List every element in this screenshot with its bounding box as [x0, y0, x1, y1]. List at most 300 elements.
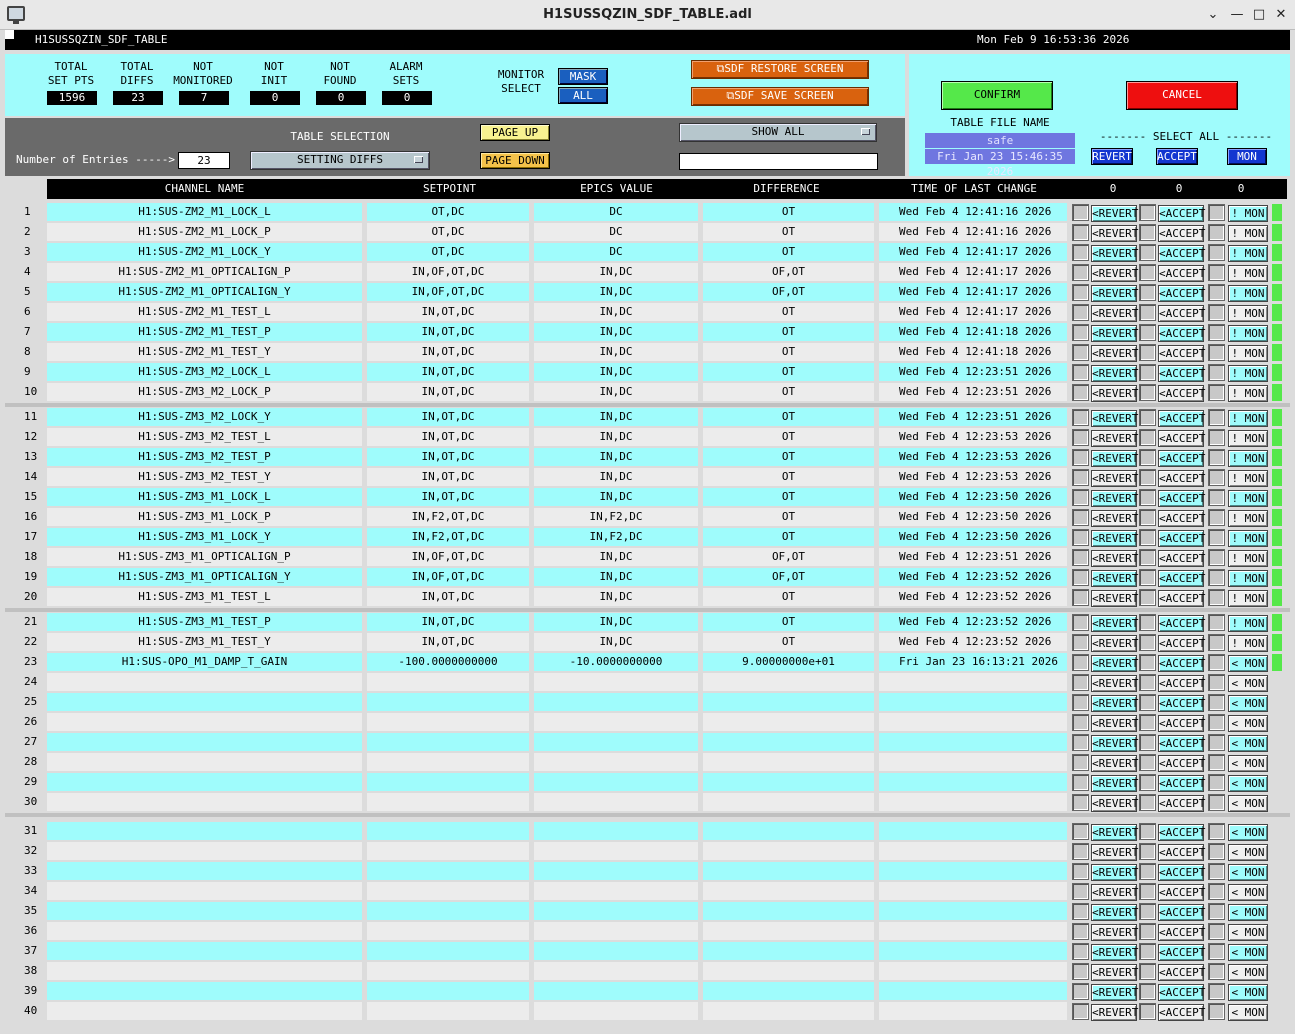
- accept-checkbox[interactable]: [1139, 714, 1156, 731]
- revert-checkbox[interactable]: [1072, 794, 1089, 811]
- revert-button[interactable]: <REVERT: [1092, 697, 1139, 710]
- epics-value-cell: [534, 673, 698, 691]
- accept-checkbox[interactable]: [1139, 489, 1156, 506]
- monitor-checkbox[interactable]: [1208, 489, 1225, 506]
- accept-button[interactable]: <ACCEPT: [1159, 986, 1206, 999]
- accept-button[interactable]: <ACCEPT: [1159, 452, 1206, 465]
- accept-button[interactable]: <ACCEPT: [1159, 906, 1206, 919]
- revert-button[interactable]: <REVERT: [1092, 512, 1139, 525]
- page-up-button[interactable]: PAGE UP: [480, 124, 550, 141]
- monitor-checkbox[interactable]: [1208, 794, 1225, 811]
- revert-checkbox[interactable]: [1072, 903, 1089, 920]
- revert-button[interactable]: <REVERT: [1092, 677, 1139, 690]
- row-group-divider: [5, 608, 1290, 612]
- minimize-icon[interactable]: —: [1230, 7, 1244, 22]
- revert-button[interactable]: <REVERT: [1092, 307, 1139, 320]
- monitor-button[interactable]: < MON: [1228, 735, 1268, 752]
- monitor-button[interactable]: < MON: [1228, 1004, 1268, 1021]
- accept-button[interactable]: <ACCEPT: [1159, 307, 1206, 320]
- accept-button[interactable]: <ACCEPT: [1159, 572, 1206, 585]
- revert-button[interactable]: <REVERT: [1092, 267, 1139, 280]
- revert-checkbox[interactable]: [1072, 943, 1089, 960]
- accept-checkbox[interactable]: [1139, 883, 1156, 900]
- accept-button[interactable]: <ACCEPT: [1159, 966, 1206, 979]
- accept-checkbox[interactable]: [1139, 409, 1156, 426]
- close-icon[interactable]: ✕: [1275, 7, 1287, 22]
- revert-checkbox[interactable]: [1072, 529, 1089, 546]
- header-datetime: Mon Feb 9 16:53:36 2026: [977, 33, 1130, 46]
- accept-checkbox[interactable]: [1139, 1003, 1156, 1020]
- select-all-accept-button[interactable]: ACCEPT: [1157, 150, 1197, 163]
- monitor-checkbox[interactable]: [1208, 224, 1225, 241]
- monitor-checkbox[interactable]: [1208, 774, 1225, 791]
- epics-value-cell: IN,DC: [534, 408, 698, 426]
- accept-button[interactable]: <ACCEPT: [1159, 777, 1206, 790]
- revert-checkbox[interactable]: [1072, 489, 1089, 506]
- accept-checkbox[interactable]: [1139, 694, 1156, 711]
- revert-checkbox[interactable]: [1072, 364, 1089, 381]
- revert-checkbox[interactable]: [1072, 774, 1089, 791]
- revert-button[interactable]: <REVERT: [1092, 327, 1139, 340]
- revert-checkbox[interactable]: [1072, 284, 1089, 301]
- monitor-button[interactable]: ! MON: [1228, 205, 1268, 222]
- accept-button[interactable]: <ACCEPT: [1159, 697, 1206, 710]
- revert-checkbox[interactable]: [1072, 614, 1089, 631]
- revert-checkbox[interactable]: [1072, 863, 1089, 880]
- monitor-checkbox[interactable]: [1208, 284, 1225, 301]
- monitor-button[interactable]: < MON: [1228, 675, 1268, 692]
- monitor-checkbox[interactable]: [1208, 384, 1225, 401]
- accept-checkbox[interactable]: [1139, 204, 1156, 221]
- monitor-button[interactable]: < MON: [1228, 775, 1268, 792]
- accept-button[interactable]: <ACCEPT: [1159, 207, 1206, 220]
- monitor-checkbox[interactable]: [1208, 823, 1225, 840]
- accept-button[interactable]: <ACCEPT: [1159, 637, 1206, 650]
- row-number: 2: [24, 225, 31, 238]
- accept-checkbox[interactable]: [1139, 674, 1156, 691]
- all-button[interactable]: ALL: [558, 87, 608, 104]
- accept-button[interactable]: <ACCEPT: [1159, 472, 1206, 485]
- revert-checkbox[interactable]: [1072, 843, 1089, 860]
- revert-checkbox[interactable]: [1072, 449, 1089, 466]
- monitor-button[interactable]: ! MON: [1228, 530, 1268, 547]
- monitor-checkbox[interactable]: [1208, 963, 1225, 980]
- monitor-button[interactable]: ! MON: [1228, 570, 1268, 587]
- accept-checkbox[interactable]: [1139, 774, 1156, 791]
- accept-checkbox[interactable]: [1139, 244, 1156, 261]
- table-row: [0, 343, 1295, 361]
- revert-button[interactable]: <REVERT: [1092, 432, 1139, 445]
- accept-checkbox[interactable]: [1139, 863, 1156, 880]
- accept-button[interactable]: <ACCEPT: [1159, 826, 1206, 839]
- monitor-button[interactable]: < MON: [1228, 984, 1268, 1001]
- sdf-restore-screen-button[interactable]: ⧉SDF RESTORE SCREEN: [691, 60, 869, 79]
- monitor-checkbox[interactable]: [1208, 569, 1225, 586]
- monitor-button[interactable]: < MON: [1228, 944, 1268, 961]
- accept-checkbox[interactable]: [1139, 449, 1156, 466]
- status-led: [1272, 364, 1282, 381]
- revert-button[interactable]: <REVERT: [1092, 886, 1139, 899]
- status-led: [1272, 549, 1282, 566]
- monitor-button[interactable]: ! MON: [1228, 410, 1268, 427]
- revert-button[interactable]: <REVERT: [1092, 737, 1139, 750]
- channel-name-cell: [47, 882, 362, 900]
- revert-checkbox[interactable]: [1072, 883, 1089, 900]
- time-of-last-change-cell: [879, 922, 1067, 940]
- monitor-checkbox[interactable]: [1208, 509, 1225, 526]
- monitor-button[interactable]: < MON: [1228, 904, 1268, 921]
- accept-checkbox[interactable]: [1139, 589, 1156, 606]
- revert-checkbox[interactable]: [1072, 204, 1089, 221]
- monitor-button[interactable]: ! MON: [1228, 635, 1268, 652]
- accept-checkbox[interactable]: [1139, 509, 1156, 526]
- monitor-button[interactable]: ! MON: [1228, 285, 1268, 302]
- monitor-checkbox[interactable]: [1208, 244, 1225, 261]
- revert-checkbox[interactable]: [1072, 823, 1089, 840]
- epics-value-cell: [534, 753, 698, 771]
- monitor-checkbox[interactable]: [1208, 264, 1225, 281]
- revert-button[interactable]: <REVERT: [1092, 287, 1139, 300]
- monitor-checkbox[interactable]: [1208, 863, 1225, 880]
- difference-cell: [703, 882, 874, 900]
- revert-button[interactable]: <REVERT: [1092, 637, 1139, 650]
- accept-button[interactable]: <ACCEPT: [1159, 657, 1206, 670]
- revert-checkbox[interactable]: [1072, 549, 1089, 566]
- channel-name-cell: [47, 902, 362, 920]
- select-all-mon-button[interactable]: MON: [1227, 148, 1267, 165]
- monitor-checkbox[interactable]: [1208, 654, 1225, 671]
- accept-button[interactable]: <ACCEPT: [1159, 492, 1206, 505]
- revert-button[interactable]: <REVERT: [1092, 966, 1139, 979]
- monitor-checkbox[interactable]: [1208, 754, 1225, 771]
- accept-button[interactable]: <ACCEPT: [1159, 717, 1206, 730]
- monitor-button[interactable]: ! MON: [1228, 365, 1268, 382]
- epics-value-cell: [534, 862, 698, 880]
- accept-button[interactable]: <ACCEPT: [1159, 432, 1206, 445]
- accept-button[interactable]: <ACCEPT: [1159, 412, 1206, 425]
- revert-button[interactable]: <REVERT: [1092, 757, 1139, 770]
- row-number: 19: [24, 570, 38, 583]
- difference-cell: [703, 902, 874, 920]
- accept-button[interactable]: <ACCEPT: [1159, 926, 1206, 939]
- accept-button[interactable]: <ACCEPT: [1159, 247, 1206, 260]
- monitor-checkbox[interactable]: [1208, 204, 1225, 221]
- accept-button[interactable]: <ACCEPT: [1159, 552, 1206, 565]
- revert-checkbox[interactable]: [1072, 569, 1089, 586]
- monitor-button[interactable]: ! MON: [1228, 345, 1268, 362]
- chevron-down-icon[interactable]: ⌄: [1207, 7, 1219, 22]
- setpoint-cell: [367, 862, 529, 880]
- revert-checkbox[interactable]: [1072, 589, 1089, 606]
- stat-total-setpts-label: TOTAL SET PTS: [47, 60, 95, 87]
- time-of-last-change-cell: [879, 733, 1067, 751]
- revert-button[interactable]: <REVERT: [1092, 866, 1139, 879]
- revert-button[interactable]: <REVERT: [1092, 926, 1139, 939]
- accept-button[interactable]: <ACCEPT: [1159, 886, 1206, 899]
- revert-checkbox[interactable]: [1072, 344, 1089, 361]
- monitor-checkbox[interactable]: [1208, 694, 1225, 711]
- accept-button[interactable]: <ACCEPT: [1159, 227, 1206, 240]
- monitor-checkbox[interactable]: [1208, 344, 1225, 361]
- accept-button[interactable]: <ACCEPT: [1159, 757, 1206, 770]
- monitor-button[interactable]: ! MON: [1228, 590, 1268, 607]
- channel-name-cell: [47, 862, 362, 880]
- sdf-save-screen-button[interactable]: ⧉SDF SAVE SCREEN: [691, 87, 869, 106]
- time-of-last-change-cell: [879, 862, 1067, 880]
- time-of-last-change-cell: Wed Feb 4 12:23:53 2026: [879, 468, 1067, 486]
- table-selection-menu[interactable]: SETTING DIFFS: [250, 151, 430, 170]
- accept-button[interactable]: <ACCEPT: [1159, 592, 1206, 605]
- revert-checkbox[interactable]: [1072, 963, 1089, 980]
- accept-checkbox[interactable]: [1139, 364, 1156, 381]
- accept-button[interactable]: <ACCEPT: [1159, 267, 1206, 280]
- confirm-button[interactable]: CONFIRM: [941, 81, 1053, 110]
- monitor-checkbox[interactable]: [1208, 923, 1225, 940]
- revert-button[interactable]: <REVERT: [1092, 617, 1139, 630]
- setpoint-cell: [367, 942, 529, 960]
- accept-checkbox[interactable]: [1139, 923, 1156, 940]
- accept-checkbox[interactable]: [1139, 943, 1156, 960]
- table-row: [0, 243, 1295, 261]
- revert-checkbox[interactable]: [1072, 734, 1089, 751]
- accept-checkbox[interactable]: [1139, 634, 1156, 651]
- accept-checkbox[interactable]: [1139, 903, 1156, 920]
- row-number: 6: [24, 305, 31, 318]
- accept-button[interactable]: <ACCEPT: [1159, 617, 1206, 630]
- accept-checkbox[interactable]: [1139, 983, 1156, 1000]
- channel-name-cell: [47, 713, 362, 731]
- revert-checkbox[interactable]: [1072, 714, 1089, 731]
- accept-button[interactable]: <ACCEPT: [1159, 866, 1206, 879]
- accept-button[interactable]: <ACCEPT: [1159, 677, 1206, 690]
- monitor-button[interactable]: ! MON: [1228, 550, 1268, 567]
- accept-checkbox[interactable]: [1139, 734, 1156, 751]
- monitor-button[interactable]: ! MON: [1228, 245, 1268, 262]
- epics-value-cell: IN,DC: [534, 568, 698, 586]
- revert-button[interactable]: <REVERT: [1092, 777, 1139, 790]
- monitor-checkbox[interactable]: [1208, 589, 1225, 606]
- revert-checkbox[interactable]: [1072, 409, 1089, 426]
- channel-name-cell: [47, 1002, 362, 1020]
- revert-button[interactable]: <REVERT: [1092, 797, 1139, 810]
- revert-button[interactable]: <REVERT: [1092, 367, 1139, 380]
- accept-checkbox[interactable]: [1139, 754, 1156, 771]
- accept-checkbox[interactable]: [1139, 224, 1156, 241]
- monitor-checkbox[interactable]: [1208, 674, 1225, 691]
- filter-input[interactable]: [679, 153, 878, 170]
- monitor-button[interactable]: < MON: [1228, 964, 1268, 981]
- monitor-button[interactable]: ! MON: [1228, 265, 1268, 282]
- revert-button[interactable]: <REVERT: [1092, 452, 1139, 465]
- monitor-checkbox[interactable]: [1208, 324, 1225, 341]
- monitor-checkbox[interactable]: [1208, 409, 1225, 426]
- revert-button[interactable]: <REVERT: [1092, 986, 1139, 999]
- monitor-button[interactable]: < MON: [1228, 695, 1268, 712]
- time-of-last-change-cell: Wed Feb 4 12:23:51 2026: [879, 383, 1067, 401]
- table-row: [0, 773, 1295, 791]
- monitor-checkbox[interactable]: [1208, 903, 1225, 920]
- revert-button[interactable]: <REVERT: [1092, 572, 1139, 585]
- revert-button[interactable]: <REVERT: [1092, 552, 1139, 565]
- accept-button[interactable]: <ACCEPT: [1159, 327, 1206, 340]
- accept-checkbox[interactable]: [1139, 843, 1156, 860]
- accept-checkbox[interactable]: [1139, 429, 1156, 446]
- accept-checkbox[interactable]: [1139, 794, 1156, 811]
- revert-button[interactable]: <REVERT: [1092, 472, 1139, 485]
- accept-button[interactable]: <ACCEPT: [1159, 387, 1206, 400]
- monitor-checkbox[interactable]: [1208, 364, 1225, 381]
- revert-checkbox[interactable]: [1072, 1003, 1089, 1020]
- monitor-button[interactable]: < MON: [1228, 864, 1268, 881]
- monitor-checkbox[interactable]: [1208, 1003, 1225, 1020]
- monitor-button[interactable]: < MON: [1228, 824, 1268, 841]
- monitor-checkbox[interactable]: [1208, 614, 1225, 631]
- revert-button[interactable]: <REVERT: [1092, 532, 1139, 545]
- cancel-button[interactable]: CANCEL: [1126, 81, 1238, 110]
- accept-checkbox[interactable]: [1139, 823, 1156, 840]
- monitor-button[interactable]: ! MON: [1228, 305, 1268, 322]
- monitor-button[interactable]: < MON: [1228, 655, 1268, 672]
- revert-button[interactable]: <REVERT: [1092, 826, 1139, 839]
- accept-checkbox[interactable]: [1139, 654, 1156, 671]
- revert-button[interactable]: <REVERT: [1092, 946, 1139, 959]
- revert-checkbox[interactable]: [1072, 469, 1089, 486]
- accept-button[interactable]: <ACCEPT: [1159, 367, 1206, 380]
- revert-button[interactable]: <REVERT: [1092, 412, 1139, 425]
- accept-checkbox[interactable]: [1139, 529, 1156, 546]
- revert-checkbox[interactable]: [1072, 509, 1089, 526]
- accept-checkbox[interactable]: [1139, 344, 1156, 361]
- accept-checkbox[interactable]: [1139, 963, 1156, 980]
- accept-button[interactable]: <ACCEPT: [1159, 797, 1206, 810]
- monitor-button[interactable]: ! MON: [1228, 225, 1268, 242]
- monitor-button[interactable]: < MON: [1228, 755, 1268, 772]
- accept-button[interactable]: <ACCEPT: [1159, 287, 1206, 300]
- monitor-checkbox[interactable]: [1208, 943, 1225, 960]
- monitor-checkbox[interactable]: [1208, 843, 1225, 860]
- accept-checkbox[interactable]: [1139, 324, 1156, 341]
- revert-button[interactable]: <REVERT: [1092, 592, 1139, 605]
- monitor-button[interactable]: ! MON: [1228, 470, 1268, 487]
- revert-button[interactable]: <REVERT: [1092, 492, 1139, 505]
- monitor-checkbox[interactable]: [1208, 304, 1225, 321]
- revert-checkbox[interactable]: [1072, 983, 1089, 1000]
- revert-button[interactable]: <REVERT: [1092, 1006, 1139, 1019]
- maximize-icon[interactable]: □: [1252, 7, 1266, 22]
- monitor-button[interactable]: < MON: [1228, 884, 1268, 901]
- monitor-button[interactable]: ! MON: [1228, 450, 1268, 467]
- accept-button[interactable]: <ACCEPT: [1159, 846, 1206, 859]
- revert-button[interactable]: <REVERT: [1092, 657, 1139, 670]
- revert-checkbox[interactable]: [1072, 264, 1089, 281]
- page-down-button[interactable]: PAGE DOWN: [480, 152, 550, 169]
- monitor-checkbox[interactable]: [1208, 734, 1225, 751]
- revert-checkbox[interactable]: [1072, 304, 1089, 321]
- revert-button[interactable]: <REVERT: [1092, 717, 1139, 730]
- revert-button[interactable]: <REVERT: [1092, 906, 1139, 919]
- difference-cell: OF,OT: [703, 283, 874, 301]
- row-number: 25: [24, 695, 38, 708]
- revert-checkbox[interactable]: [1072, 754, 1089, 771]
- accept-button[interactable]: <ACCEPT: [1159, 532, 1206, 545]
- revert-checkbox[interactable]: [1072, 634, 1089, 651]
- accept-checkbox[interactable]: [1139, 569, 1156, 586]
- revert-button[interactable]: <REVERT: [1092, 347, 1139, 360]
- mask-button[interactable]: MASK: [558, 68, 608, 85]
- revert-checkbox[interactable]: [1072, 384, 1089, 401]
- revert-button[interactable]: <REVERT: [1092, 227, 1139, 240]
- monitor-checkbox[interactable]: [1208, 529, 1225, 546]
- accept-button[interactable]: <ACCEPT: [1159, 737, 1206, 750]
- epics-value-cell: DC: [534, 243, 698, 261]
- accept-checkbox[interactable]: [1139, 384, 1156, 401]
- monitor-checkbox[interactable]: [1208, 714, 1225, 731]
- accept-checkbox[interactable]: [1139, 614, 1156, 631]
- setpoint-cell: IN,OT,DC: [367, 448, 529, 466]
- status-led: [1272, 614, 1282, 631]
- accept-button[interactable]: <ACCEPT: [1159, 946, 1206, 959]
- show-all-menu[interactable]: SHOW ALL: [679, 123, 877, 142]
- monitor-checkbox[interactable]: [1208, 429, 1225, 446]
- monitor-button[interactable]: < MON: [1228, 715, 1268, 732]
- difference-cell: OF,OT: [703, 263, 874, 281]
- revert-button[interactable]: <REVERT: [1092, 207, 1139, 220]
- monitor-checkbox[interactable]: [1208, 549, 1225, 566]
- monitor-button[interactable]: ! MON: [1228, 385, 1268, 402]
- row-number: 24: [24, 675, 38, 688]
- monitor-button[interactable]: ! MON: [1228, 430, 1268, 447]
- difference-cell: OT: [703, 633, 874, 651]
- revert-button[interactable]: <REVERT: [1092, 846, 1139, 859]
- monitor-checkbox[interactable]: [1208, 883, 1225, 900]
- revert-checkbox[interactable]: [1072, 923, 1089, 940]
- monitor-button[interactable]: < MON: [1228, 795, 1268, 812]
- accept-button[interactable]: <ACCEPT: [1159, 1006, 1206, 1019]
- accept-button[interactable]: <ACCEPT: [1159, 347, 1206, 360]
- revert-button[interactable]: <REVERT: [1092, 247, 1139, 260]
- revert-checkbox[interactable]: [1072, 694, 1089, 711]
- monitor-checkbox[interactable]: [1208, 469, 1225, 486]
- select-all-revert-button[interactable]: REVERT: [1092, 150, 1132, 163]
- revert-checkbox[interactable]: [1072, 674, 1089, 691]
- revert-checkbox[interactable]: [1072, 429, 1089, 446]
- table-row: [0, 822, 1295, 840]
- accept-checkbox[interactable]: [1139, 549, 1156, 566]
- monitor-checkbox[interactable]: [1208, 634, 1225, 651]
- revert-checkbox[interactable]: [1072, 224, 1089, 241]
- accept-checkbox[interactable]: [1139, 304, 1156, 321]
- revert-checkbox[interactable]: [1072, 654, 1089, 671]
- accept-checkbox[interactable]: [1139, 264, 1156, 281]
- epics-value-cell: [534, 902, 698, 920]
- monitor-button[interactable]: ! MON: [1228, 615, 1268, 632]
- monitor-button[interactable]: < MON: [1228, 844, 1268, 861]
- accept-checkbox[interactable]: [1139, 469, 1156, 486]
- accept-checkbox[interactable]: [1139, 284, 1156, 301]
- revert-checkbox[interactable]: [1072, 244, 1089, 261]
- monitor-checkbox[interactable]: [1208, 449, 1225, 466]
- monitor-button[interactable]: ! MON: [1228, 325, 1268, 342]
- revert-button[interactable]: <REVERT: [1092, 387, 1139, 400]
- row-number: 23: [24, 655, 38, 668]
- monitor-button[interactable]: < MON: [1228, 924, 1268, 941]
- monitor-button[interactable]: ! MON: [1228, 490, 1268, 507]
- monitor-button[interactable]: ! MON: [1228, 510, 1268, 527]
- status-led: [1272, 244, 1282, 261]
- revert-checkbox[interactable]: [1072, 324, 1089, 341]
- accept-button[interactable]: <ACCEPT: [1159, 512, 1206, 525]
- monitor-checkbox[interactable]: [1208, 983, 1225, 1000]
